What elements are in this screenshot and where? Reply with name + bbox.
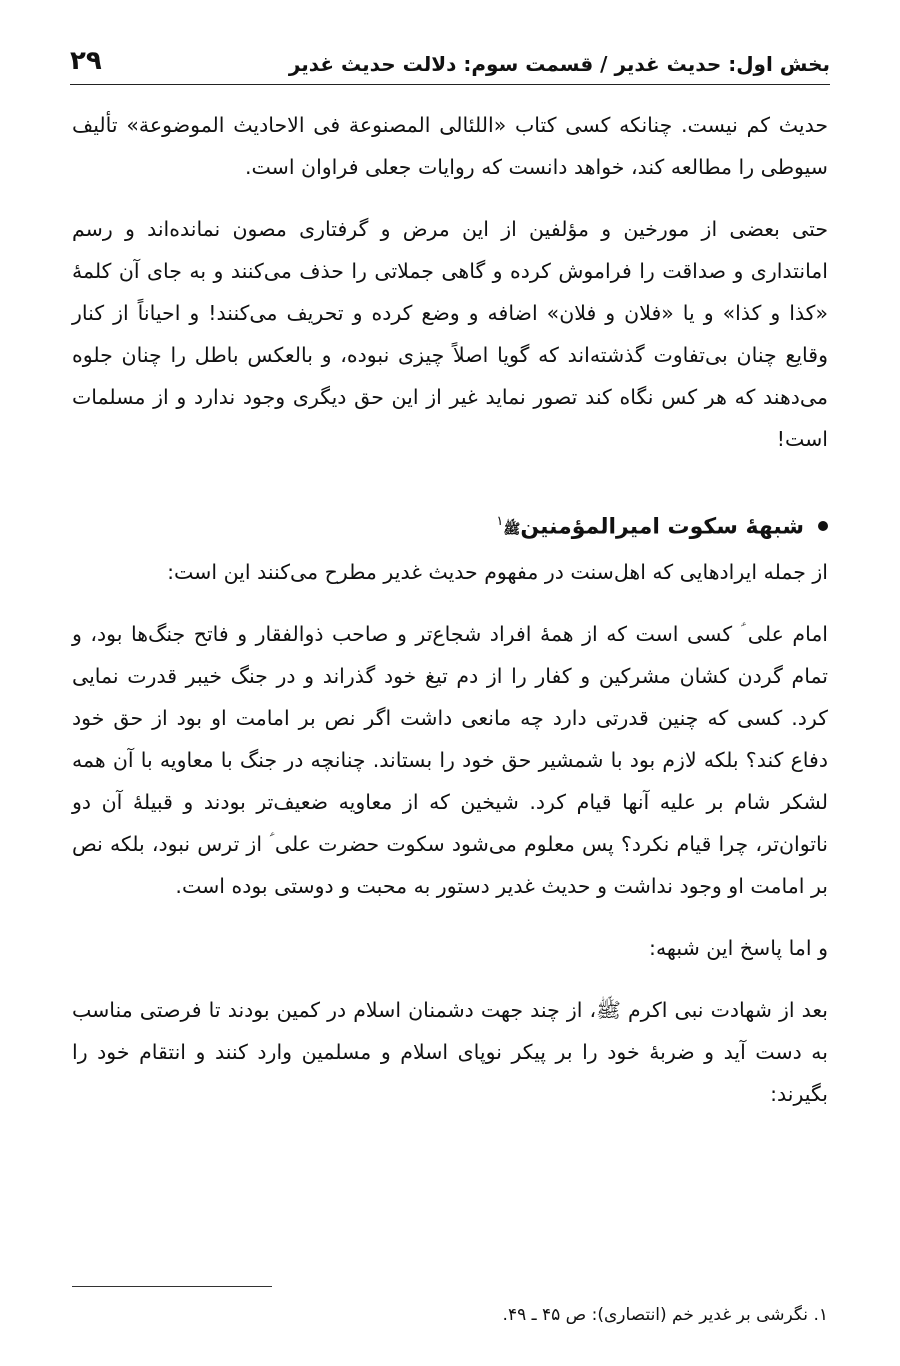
heading-label: شبههٔ سکوت امیرالمؤمنین bbox=[520, 514, 804, 540]
paragraph-1: حدیث کم نیست. چنانکه کسی کتاب «اللئالی المصنوعة فی الاحادیث الموضوعة» تألیف سیوطی را مطالعه کند، خواهد دانست که روایات جعلی فراوان است. bbox=[72, 113, 828, 179]
bullet-icon bbox=[818, 521, 828, 531]
page-body bbox=[72, 104, 828, 1115]
footnote-divider bbox=[72, 1286, 272, 1287]
paragraph-2: حتی بعضی از مورخین و مؤلفین از این مرض و گرفتاری مصون نمانده‌اند و رسم امانتداری و صداقت را فراموش کرده و گاهی جملاتی را حذف می‌کنند و به جای آن کلمهٔ «کذا و کذا» و یا «فلان و فلان» اضافه و وضع کرده و تحریف می‌کنند! و احیاناً از کنار وقایع چنان بی‌تفاوت گذشته‌اند که گویا اصلاً چیزی نبوده، و بالعکس باطل را چنان جلوه می‌دهند که هر کس نگاه کند تصور نماید غیر از این حق دیگری وجود ندارد و از مسلمات است! bbox=[72, 217, 828, 451]
honorific-mark: ﷺ bbox=[503, 521, 521, 538]
section-heading bbox=[72, 500, 828, 551]
heading-text bbox=[496, 500, 804, 551]
paragraph-5: و اما پاسخ این شبهه: bbox=[649, 936, 828, 961]
paragraph-6: بعد از شهادت نبی اکرم ﷺ، از چند جهت دشمنان اسلام در کمین بودند تا فرصتی مناسب به دست آید و ضربهٔ خود را بر پیکر نوپای اسلام و مسلمین وارد کنند و انتقام خود را بگیرند: bbox=[72, 998, 828, 1107]
page-header bbox=[70, 30, 830, 85]
running-title: بخش اول: حدیث غدیر / قسمت سوم: دلالت حدیث غدیر bbox=[288, 52, 830, 76]
footnote-ref: ۱ bbox=[496, 514, 504, 529]
paragraph-4: امام علی ؑ کسی است که از همهٔ افراد شجاع‌تر و صاحب ذوالفقار و فاتح جنگ‌ها بود، و تمام گردن کشان مشرکین و کفار را از دم تیغ خود گذراند و در جنگ خیبر قدرت نمایی کرد. کسی که چنین قدرتی دارد چه مانعی داشت اگر نص بر امامت او بود از حق خود دفاع کند؟ بلکه لازم بود با شمشیر حق خود را بستاند. چنانچه در جنگ با معاویه با آن همه لشکر شام بر علیه آنها قیام کرد. شیخین که از معاویه ضعیف‌تر بودند و قبیلهٔ آن دو ناتوان‌تر، چرا قیام نکرد؟ پس معلوم می‌شود سکوت حضرت علی ؑ از ترس نبود، بلکه نص بر امامت او وجود نداشت و حدیث غدیر دستور به محبت و دوستی بوده است. bbox=[72, 622, 828, 899]
footnote: ۱. نگرشی بر غدیر خم (انتصاری): ص ۴۵ ـ ۴۹. bbox=[502, 1305, 828, 1325]
page-number: ۲۹ bbox=[70, 46, 102, 76]
paragraph-3: از جمله ایرادهایی که اهل‌سنت در مفهوم حدیث غدیر مطرح می‌کنند این است: bbox=[167, 560, 828, 585]
